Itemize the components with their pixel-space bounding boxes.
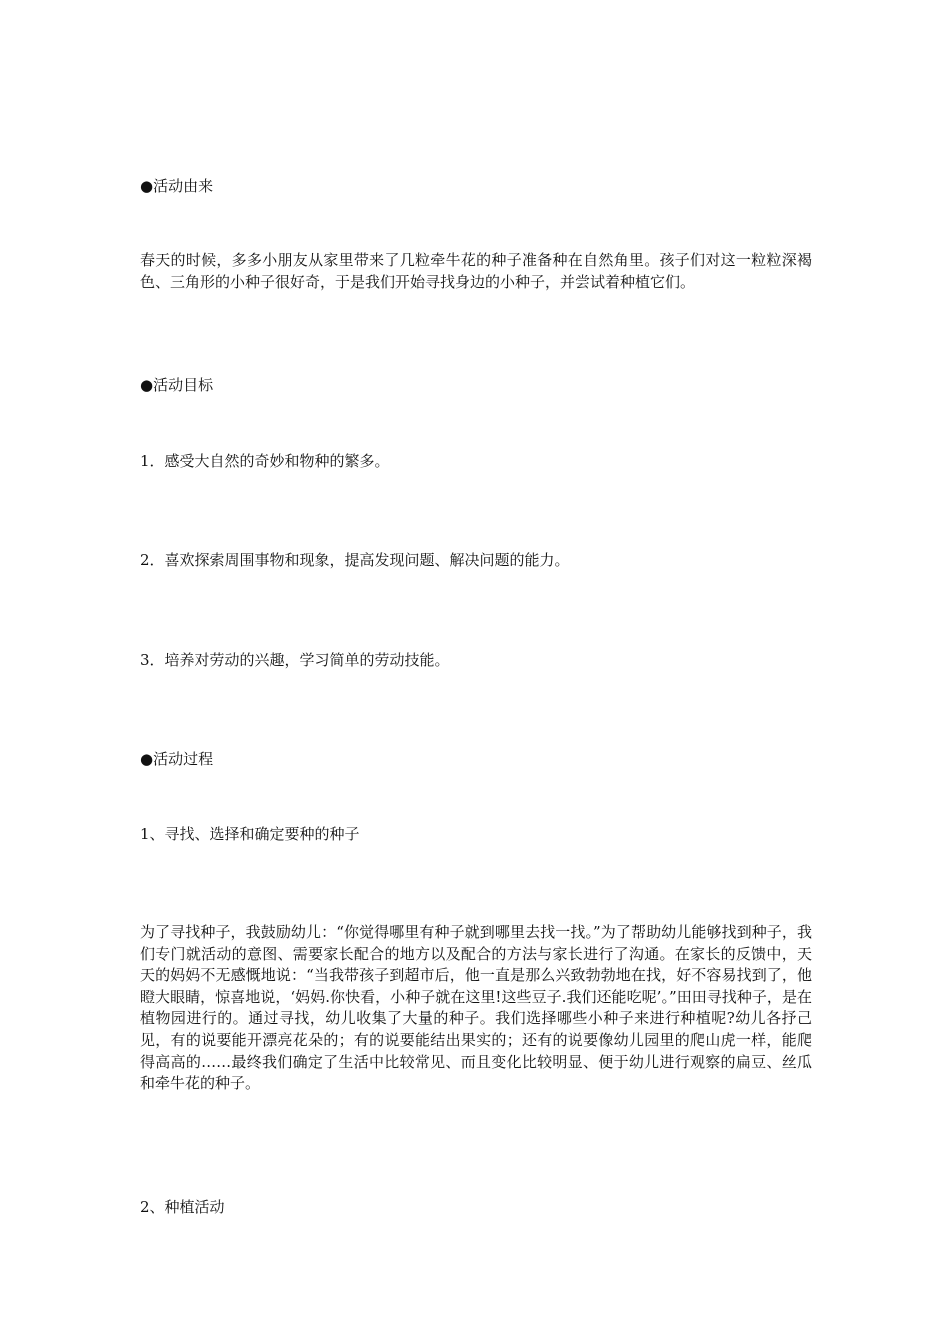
section-heading-origin: ●活动由来 (140, 177, 214, 195)
process-step1-paragraph: 为了寻找种子，我鼓励幼儿：“你觉得哪里有种子就到哪里去找一找。”为了帮助幼儿能够找到种子，我们专门就活动的意图、需要家长配合的地方以及配合的方法与家长进行了沟通。在家长的反馈中，天天的妈妈不无感慨地说：“当我带孩子到超市后，他一直是那么兴致勃勃地在找，好不容易找到了，他瞪大眼睛，惊喜地说，‘妈妈.你快看，小种子就在这里!这些豆子.我们还能吃呢’。”田田寻找种子，是在植物园进行的。通过寻找，幼儿收集了大量的种子。我们选择哪些小种子来进行种植呢?幼儿各抒己见，有的说要能开漂亮花朵的；有的说要能结出果实的；还有的说要像幼儿园里的爬山虎一样，能爬得高高的……最终我们确定了生活中比较常见、而且变化比较明显、便于幼儿进行观察的扁豆、丝瓜和牵牛花的种子。 (140, 923, 812, 1093)
process-step2-title: 2、种植活动 (140, 1198, 225, 1216)
origin-paragraph: 春天的时候，多多小朋友从家里带来了几粒牵牛花的种子准备种在自然角里。孩子们对这一粒粒深褐色、三角形的小种子很好奇，于是我们开始寻找身边的小种子，并尝试着种植它们。 (140, 251, 812, 291)
section-heading-process: ●活动过程 (140, 750, 214, 768)
section-heading-goals: ●活动目标 (140, 376, 214, 394)
goal-item-1: 1．感受大自然的奇妙和物种的繁多。 (140, 452, 390, 470)
process-step1-title: 1、寻找、选择和确定要种的种子 (140, 825, 360, 843)
goal-item-3: 3．培养对劳动的兴趣，学习简单的劳动技能。 (140, 651, 450, 669)
goal-item-2: 2．喜欢探索周围事物和现象，提高发现问题、解决问题的能力。 (140, 551, 570, 569)
